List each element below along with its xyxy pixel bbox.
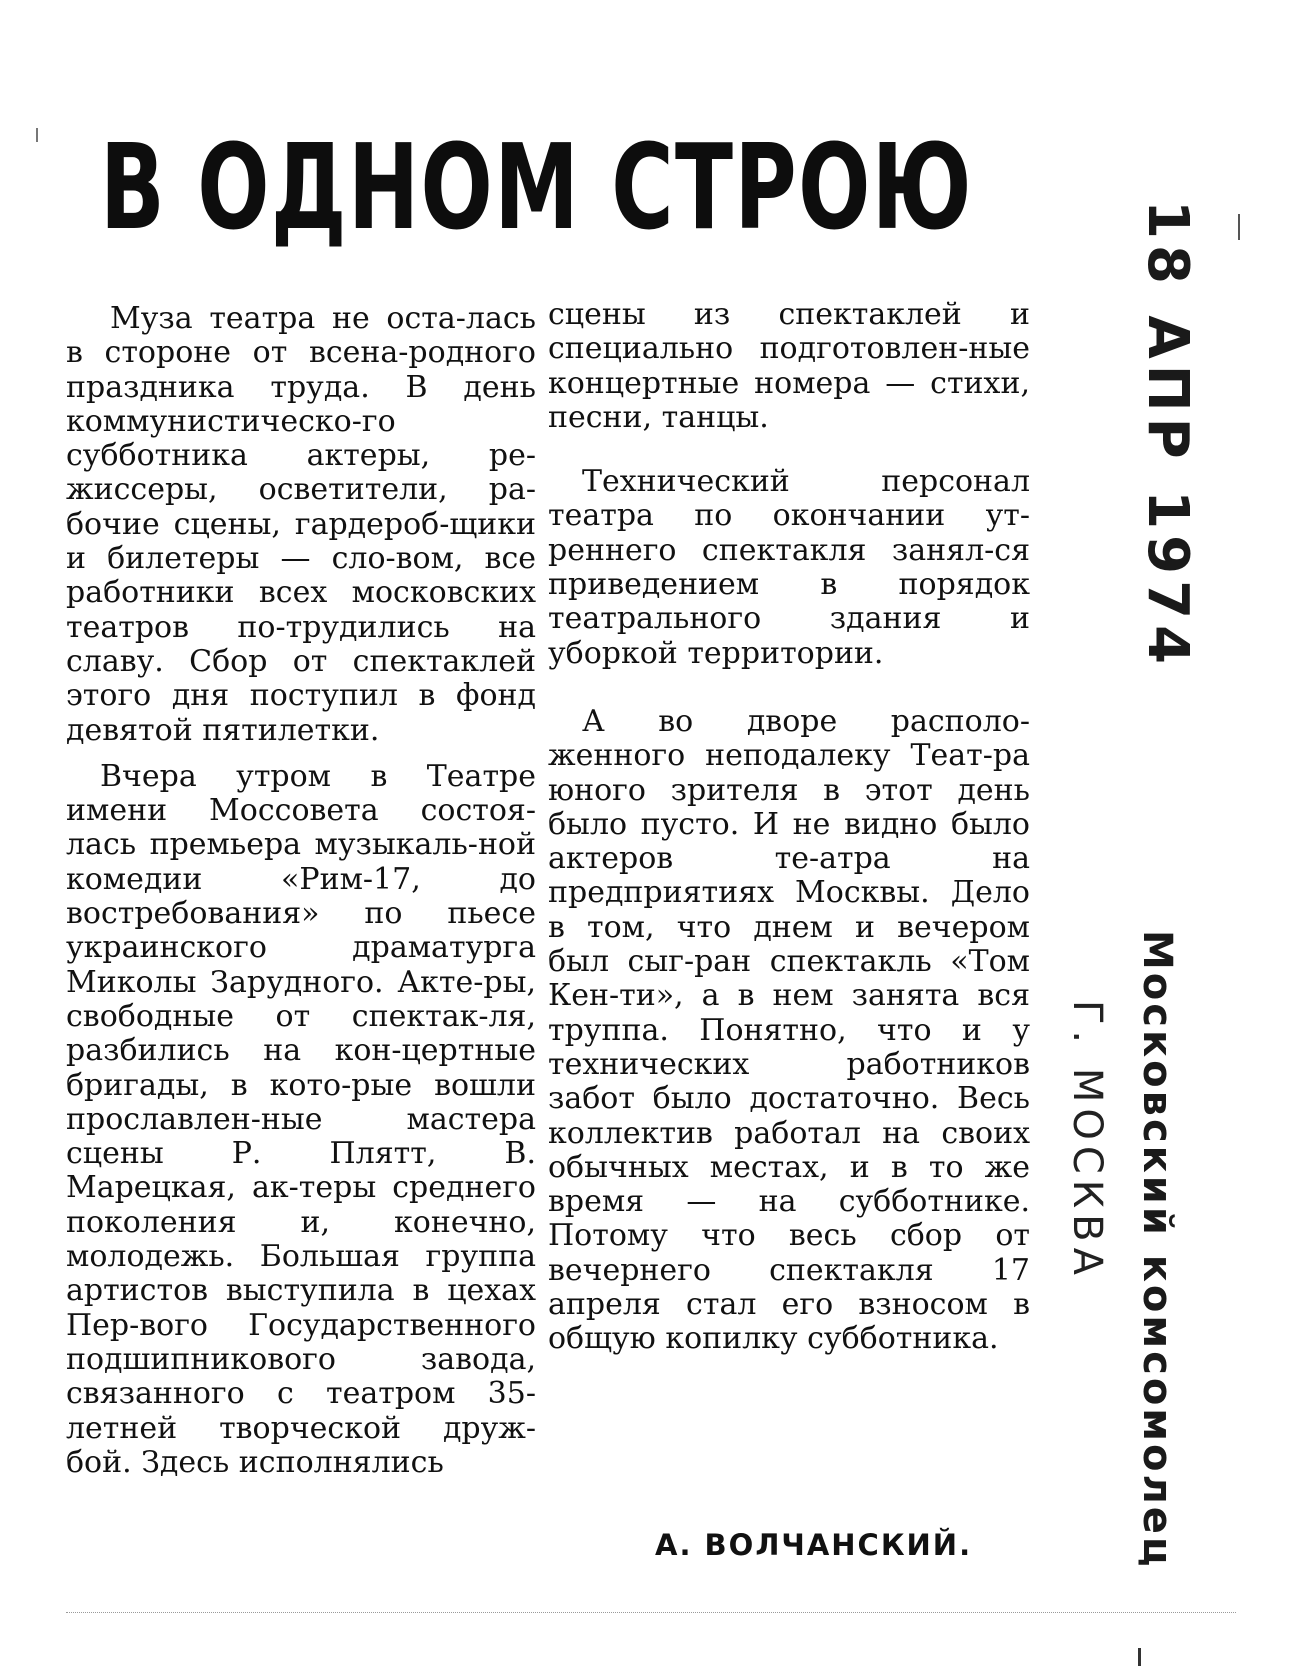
paragraph-4: Технический персонал театра по окончании ут-реннего спектакля занял-ся приведением в порядок театрального здания и уборкой территории. <box>548 464 1030 671</box>
article-column-right <box>548 298 1030 1373</box>
newspaper-name-stamp <box>1120 930 1180 1570</box>
city-stamp-text: Г. МОСКВА <box>1064 1000 1110 1281</box>
scan-mark-right <box>1238 214 1240 240</box>
author-signature: А. ВОЛЧАНСКИЙ. <box>655 1528 973 1562</box>
bottom-edge-line <box>66 1612 1236 1613</box>
article-headline: В ОДНОМ СТРОЮ <box>100 118 973 256</box>
paragraph-3: сцены из спектаклей и специально подготовлен-ные концертные номера — стихи, песни, танцы. <box>548 297 1030 435</box>
paragraph-1: Муза театра не оста-лась в стороне от всена-родного праздника труда. В день коммунистическо-го субботника актеры, ре-жиссеры, осветители, ра-бочие сцены, гардероб-щики и билетеры — сло-вом, все работники всех московских театров по-трудились на славу. Сбор от спектаклей этого дня поступил в фонд девятой пятилетки. <box>66 301 536 748</box>
article-column-left <box>66 302 536 1492</box>
paragraph-5: А во дворе располо-женного неподалеку Теат-ра юного зрителя в этот день было пусто. И не видно было актеров те-атра на предприятиях Москвы. Дело в том, что днем и вечером был сыг-ран спектакль «Том Кен-ти», а в нем занята вся труппа. Понятно, что и у технических работников забот было достаточно. Весь коллектив работал на своих обычных местах, и в то же время — на субботнике. Потому что весь сбор от вечернего спектакля 17 апреля стал его взносом в общую копилку субботника. <box>548 703 1030 1357</box>
scan-mark-bottom <box>1138 1648 1141 1666</box>
date-stamp <box>1135 200 1200 671</box>
date-stamp-text: 18 АПР 1974 <box>1135 200 1200 671</box>
city-stamp <box>1060 1000 1110 1300</box>
paragraph-2: Вчера утром в Театре имени Моссовета состоя-лась премьера музыкаль-ной комедии «Рим-17, до востребования» по пьесе украинского драматурга Миколы Зарудного. Акте-ры, свободные от спектак-ля, разбились на кон-цертные бригады, в кото-рые вошли прославлен-ные мастера сцены Р. Плятт, В. Марецкая, ак-теры среднего поколения и, конечно, молодежь. Большая группа артистов выступила в цехах Пер-вого Государственного подшипникового завода, связанного с театром 35-летней творческой друж-бой. Здесь исполнялись <box>66 758 536 1480</box>
scan-mark-left <box>36 128 38 142</box>
newspaper-name-text: Московский комсомолец <box>1134 930 1180 1570</box>
